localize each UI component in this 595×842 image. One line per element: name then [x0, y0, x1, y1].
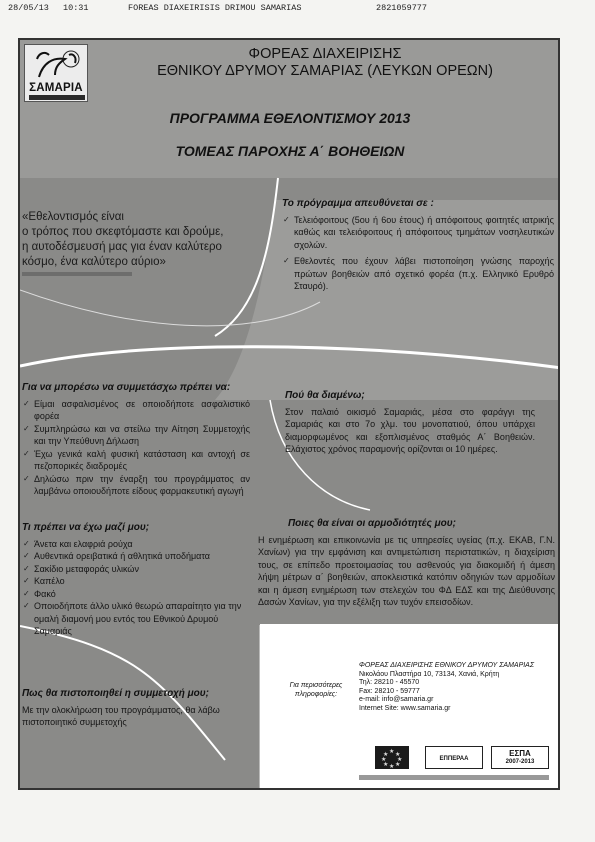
list-item: ✓ Αυθεντικά ορειβατικά ή αθλητικά υποδήματα: [22, 550, 244, 563]
list-item: ✓ Έχω γενικά καλή φυσική κατάσταση και αντοχή σε πεζοπορικές διαδρομές: [22, 448, 250, 473]
quote-line: κόσμο, ένα καλύτερο αύριο»: [22, 256, 166, 268]
audience-heading: Το πρόγραμμα απευθύνεται σε :: [282, 198, 434, 209]
contact-info: [285, 662, 555, 782]
certificate-text: Με την ολοκλήρωση του προγράμματος, θα λάβω πιστοποιητικό συμμετοχής: [22, 704, 220, 727]
list-item: ✓ Καπέλο: [22, 575, 244, 588]
stay-heading: Πού θα διαμένω;: [285, 390, 365, 401]
contact-label: Για περισσότερες πληροφορίες:: [289, 682, 343, 698]
program-title: ΠΡΟΓΡΑΜΜΑ ΕΘΕΛΟΝΤΙΣΜΟΥ 2013: [169, 110, 411, 126]
flyer-frame: [18, 38, 560, 790]
list-item: ✓ Τελειόφοιτους (5ου ή 6ου έτους) ή απόφοιτους φοιτητές ιατρικής καθώς και τελειόφοιτους ή απόφοιτους τμημάτων νοσηλευτικών σχολών.: [282, 214, 554, 252]
contact-email[interactable]: e-mail: info@samaria.gr: [359, 696, 434, 704]
certificate-heading: Πως θα πιστοποιηθεί η συμμετοχή μου;: [22, 688, 210, 699]
list-item: ✓ Είμαι ασφαλισμένος σε οποιοδήποτε ασφαλιστικό φορέα: [22, 398, 250, 423]
quote-line: η αυτοδέσμευσή μας για έναν καλύτερο: [22, 241, 222, 253]
eu-flag-icon: ★ ★ ★ ★ ★ ★ ★ ★: [375, 746, 409, 769]
audience-section: [282, 198, 554, 293]
cofunding-note-bar: [359, 775, 549, 780]
samaria-logo: [24, 44, 88, 102]
contact-details: [359, 662, 549, 714]
contact-org: ΦΟΡΕΑΣ ΔΙΑΧΕΙΡΙΣΗΣ ΕΘΝΙΚΟΥ ΔΡΥΜΟΥ ΣΑΜΑΡΙΑΣ: [359, 662, 535, 669]
list-item: ✓ Συμπληρώσω και να στείλω την Αίτηση Συμμετοχής και την Υπεύθυνη Δήλωση: [22, 423, 250, 448]
list-item: ✓ Εθελοντές που έχουν λάβει πιστοποίηση γνώσης παροχής πρώτων βοηθειών από σχετικό φορέα (π.χ. Ελληνικό Ερυθρό Σταυρό).: [282, 255, 554, 293]
quote-line: ο τρόπος που σκεφτόμαστε και δρούμε,: [22, 226, 224, 238]
espa-logo: [491, 746, 549, 769]
quote-attribution-bar: [22, 272, 132, 276]
sector-title: ΤΟΜΕΑΣ ΠΑΡΟΧΗΣ Α΄ ΒΟΗΘΕΙΩΝ: [175, 143, 405, 159]
contact-address: Νικολάου Πλαστήρα 10, 73134, Χανιά, Κρήτη: [359, 670, 500, 678]
logo-text: ΣΑΜΑΡΙΑ: [29, 82, 83, 94]
contact-website[interactable]: Internet Site: www.samaria.gr: [359, 704, 451, 712]
funding-logos: [375, 746, 553, 772]
org-title-line2: ΕΘΝΙΚΟΥ ΔΡΥΜΟΥ ΣΑΜΑΡΙΑΣ (ΛΕΥΚΩΝ ΟΡΕΩΝ): [157, 63, 493, 79]
requirements-heading: Για να μπορέσω να συμμετάσχω πρέπει να:: [22, 382, 231, 393]
org-title-line1: ΦΟΡΕΑΣ ΔΙΑΧΕΙΡΙΣΗΣ: [248, 46, 402, 62]
epperaa-logo: [425, 746, 483, 769]
list-item: ✓ Οποιοδήποτε άλλο υλικό θεωρώ απαραίτητο για την ομαλή διαμονή μου εντός του Εθνικού Δρυμού Σαμαριάς: [22, 600, 244, 638]
epperaa-text: ΕΠΠΕΡΑΑ: [439, 756, 469, 762]
fax-time: 10:31: [63, 3, 89, 13]
duties-text: Η ενημέρωση και επικοινωνία με τις υπηρεσίες υγείας (π.χ. ΕΚΑΒ, Γ.Ν. Χανίων) για την εμφάνιση και αντιμετώπιση περιστατικών, η διαχείριση τους, σε επίπεδο προετοιμασίας του ασθενούς για διακομιδή ή άμεση λήψη μέτρων α΄ βοηθειών, αποκλειστικά κατόπιν οδηγιών των αρμοδίων και η άμεση ενημέρωση των στελεχών του ΦΔ ΕΔΣ και της Διεύθυνσης Δασών Χανίων, για την εξέλιξη των τυχόν επεισοδίων.: [258, 534, 555, 607]
organization-title: [100, 46, 550, 80]
fax-number: 2821059777: [376, 3, 428, 13]
logo-subtitle-bar: [29, 95, 85, 100]
espa-years: 2007-2013: [505, 759, 535, 765]
duties-section: [258, 518, 555, 609]
list-item: ✓ Σακίδιο μεταφοράς υλικών: [22, 563, 244, 576]
quote-line: «Εθελοντισμός είναι: [22, 211, 124, 223]
list-item: ✓ Φακό: [22, 588, 244, 601]
duties-heading: Ποιες θα είναι οι αρμοδιότητές μου;: [288, 518, 456, 529]
stay-section: [285, 390, 535, 456]
certificate-section: [22, 688, 247, 729]
list-item: ✓ Άνετα και ελαφριά ρούχα: [22, 538, 244, 551]
volunteer-quote: [22, 210, 272, 270]
list-item: ✓ Δηλώσω πριν την έναρξη του προγράμματος αν λαμβάνω οποιουδήποτε είδους φαρμακευτική αγωγή: [22, 473, 250, 498]
requirements-section: [22, 382, 250, 498]
bring-section: [22, 522, 244, 638]
ibex-icon: [25, 45, 87, 85]
stay-text: Στον παλαιό οικισμό Σαμαριάς, μέσα στο φαράγγι της Σαμαριάς και στο 7ο χλμ. του μονοπατιού, όπου υπάρχει διαμορφωμένος και εξοπλισμένος σταθμός Α΄ Βοηθειών. Ελάχιστος χρόνος παραμονής ορίζονται οι 10 ημέρες.: [285, 406, 535, 454]
fax-header: [8, 3, 588, 15]
contact-tel: Τηλ: 28210 - 45570: [359, 679, 420, 687]
bring-heading: Τι πρέπει να έχω μαζί μου;: [22, 522, 150, 533]
fax-date: 28/05/13: [8, 3, 49, 13]
fax-sender: FOREAS DIAXEIRISIS DRIMOU SAMARIAS: [128, 3, 302, 13]
espa-text: ΕΣΠΑ: [509, 749, 531, 758]
contact-fax: Fax: 28210 - 59777: [359, 687, 420, 695]
